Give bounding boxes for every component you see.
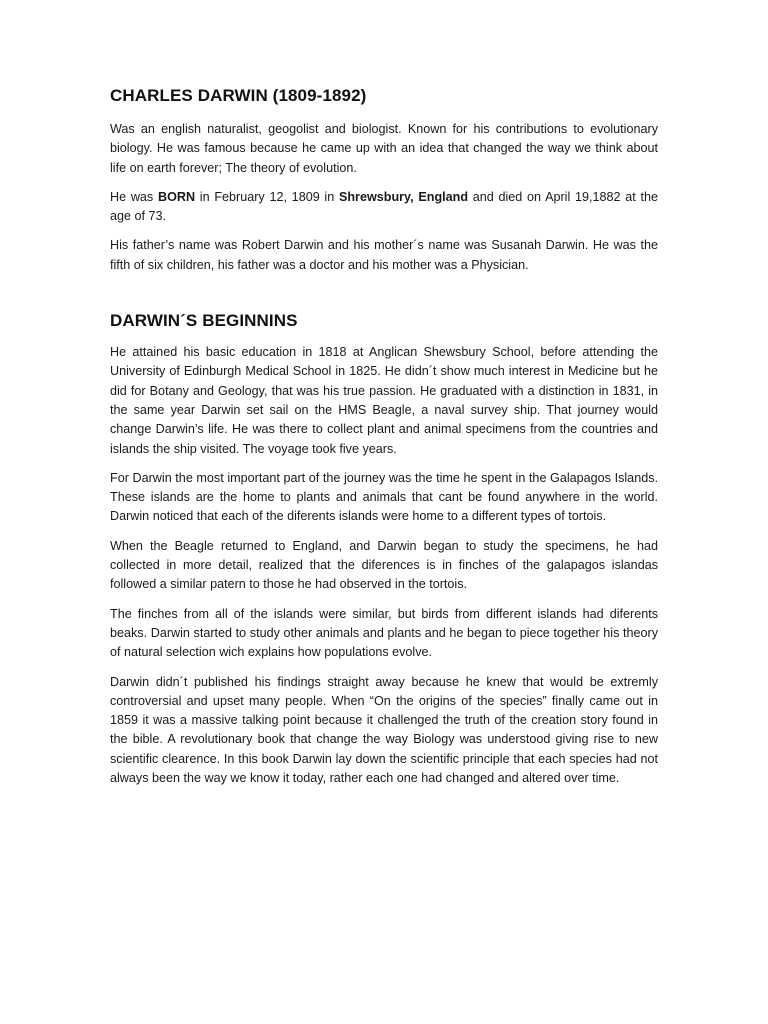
- birth-place: Shrewsbury, England: [338, 189, 469, 204]
- body-paragraph: For Darwin the most important part of the journey was the time he spent in the Galapagos Islands. These islands are the home to plants and animals that cant be found anywhere in the world. Darwin noticed that each of the diferents islands were home to a different types of tortois.: [110, 470, 658, 524]
- born-middle: in February 12, 1809 in: [195, 189, 339, 204]
- born-paragraph: [110, 188, 658, 227]
- body-paragraph: He attained his basic education in 1818 at Anglican Shewsbury School, before attending the University of Edinburgh Medical School in 1825. He didn´t show much interest in Medicine but he did for Botany and Geology, that was his true passion. He graduated with a distinction in 1831, in the same year Darwin set sail on the HMS Beagle, a naval survey ship. That journey would change Darwin’s life. He was there to collect plant and animal specimens from the countries and islands the ship visited. The voyage took five years.: [110, 345, 658, 456]
- document-page: [110, 86, 658, 798]
- born-label: BORN: [157, 189, 196, 204]
- born-suffix: and died on April 19,1882 at the age of 73.: [110, 189, 659, 224]
- body-paragraph: The finches from all of the islands were similar, but birds from different islands had diferents beaks. Darwin started to study other animals and plants and he began to piece together his theory of natural selection wich explains how populations evolve.: [110, 606, 658, 660]
- intro-paragraph: Was an english naturalist, geogolist and biologist. Known for his contributions to evolutionary biology. He was famous because he came up with an idea that changed the way we think about life on earth forever; The theory of evolution.: [110, 122, 658, 175]
- body-paragraph: When the Beagle returned to England, and Darwin began to study the specimens, he had collected in more detail, realized that the diferences is in finches of the galapagos islandas followed a similar patern to those he had observed in the tortois.: [110, 538, 658, 592]
- born-prefix: He was: [110, 189, 158, 204]
- body-paragraph: Darwin didn´t published his findings straight away because he knew that would be extremly controversial and upset many people. When “On the origins of the species” finally came out in 1859 it was a massive talking point because it challenged the truth of the creation story found in the bible. A revolutionary book that change the way Biology was understood giving rise to new scientific clearence. In this book Darwin lay down the scientific principle that each species had not always been the way we know it today, rather each one had changed and altered over time.: [110, 674, 658, 786]
- section-heading: DARWIN´S BEGINNINS: [110, 311, 298, 331]
- parents-paragraph: His father’s name was Robert Darwin and his mother´s name was Susanah Darwin. He was the fifth of six children, his father was a doctor and his mother was a Physician.: [110, 238, 658, 272]
- document-title: CHARLES DARWIN (1809-1892): [110, 86, 367, 105]
